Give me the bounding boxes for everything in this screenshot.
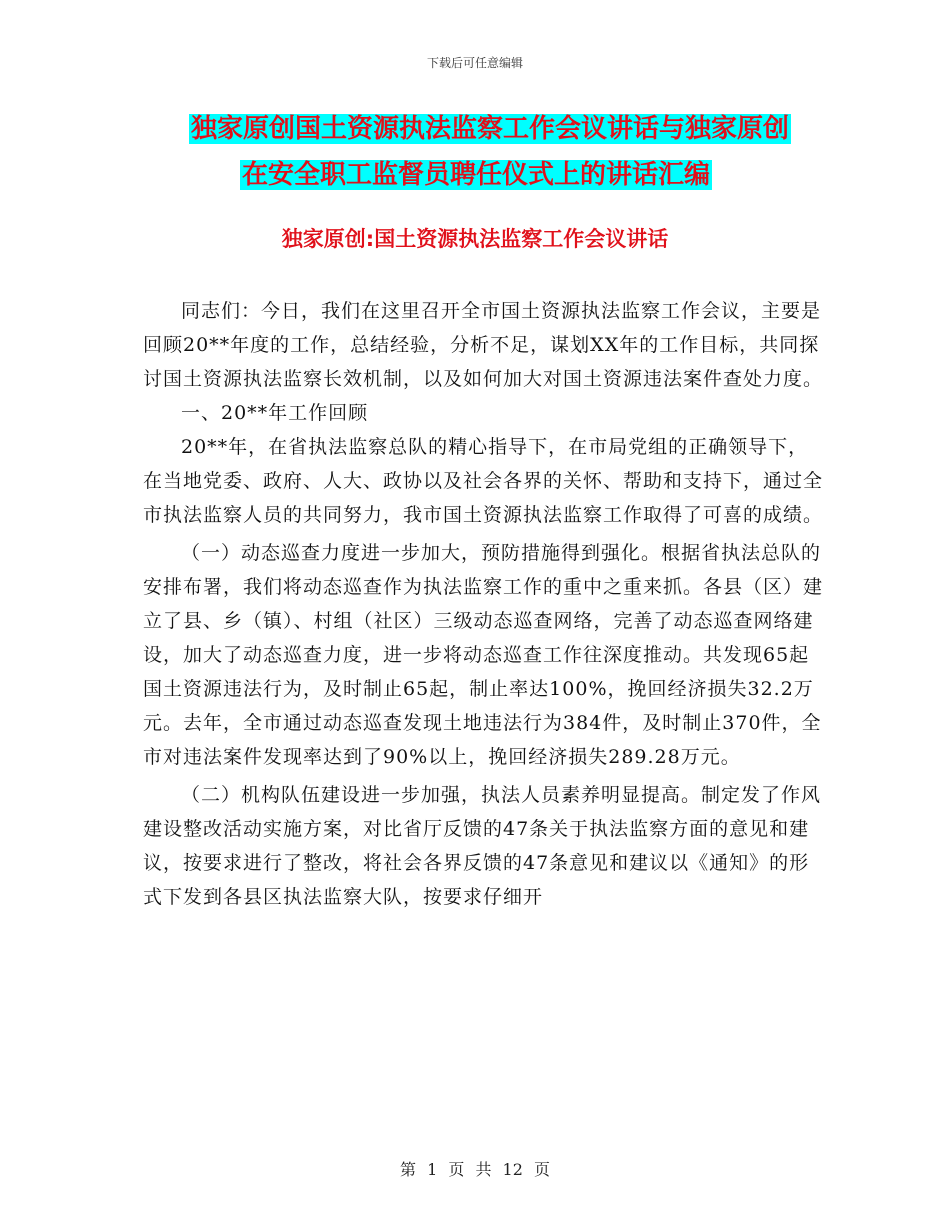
document-title-line-1 xyxy=(0,109,950,149)
paragraph-patrol: （一）动态巡查力度进一步加大，预防措施得到强化。根据省执法总队的安排布署，我们将动态巡查作为执法监察工作的重中之重来抓。各县（区）建立了县、乡（镇）、村组（社区）三级动态巡查网络，完善了动态巡查网络建设，加大了动态巡查力度，进一步将动态巡查工作往深度推动。共发现65起国土资源违法行为，及时制止65起，制止率达100%，挽回经济损失32.2万元。去年，全市通过动态巡查发现土地违法行为384件，及时制止370件，全市对违法案件发现率达到了90%以上，挽回经济损失289.28万元。 xyxy=(143,542,824,768)
page-footer: 第 1 页 共 12 页 xyxy=(400,1160,550,1179)
paragraph-heading: 一、20**年工作回顾 xyxy=(181,402,369,424)
document-title-line-1-text: 独家原创国土资源执法监察工作会议讲话与独家原创 xyxy=(190,114,789,144)
header-note: 下载后可任意编辑 xyxy=(426,56,523,70)
section-title: 独家原创:国土资源执法监察工作会议讲话 xyxy=(281,227,669,251)
paragraph-intro: 同志们：今日，我们在这里召开全市国土资源执法监察工作会议，主要是回顾20**年度的工作，总结经验，分析不足，谋划XX年的工作目标，共同探讨国土资源执法监察长效机制，以及如何加大对国土资源违法案件查处力度。 xyxy=(143,300,824,390)
document-title-line-2-text: 在安全职工监督员聘任仪式上的讲话汇编 xyxy=(241,160,710,190)
paragraph-team: （二）机构队伍建设进一步加强，执法人员素养明显提高。制定发了作风建设整改活动实施方案，对比省厅反馈的47条关于执法监察方面的意见和建议，按要求进行了整改，将社会各界反馈的47条意见和建议以《通知》的形式下发到各县区执法监察大队，按要求仔细开 xyxy=(143,784,822,908)
document-title-line-2 xyxy=(0,155,950,195)
paragraph-review: 20**年，在省执法监察总队的精心指导下，在市局党组的正确领导下，在当地党委、政府、人大、政协以及社会各界的关怀、帮助和支持下，通过全市执法监察人员的共同努力，我市国土资源执法监察工作取得了可喜的成绩。 xyxy=(143,436,824,526)
body-text xyxy=(143,294,823,914)
